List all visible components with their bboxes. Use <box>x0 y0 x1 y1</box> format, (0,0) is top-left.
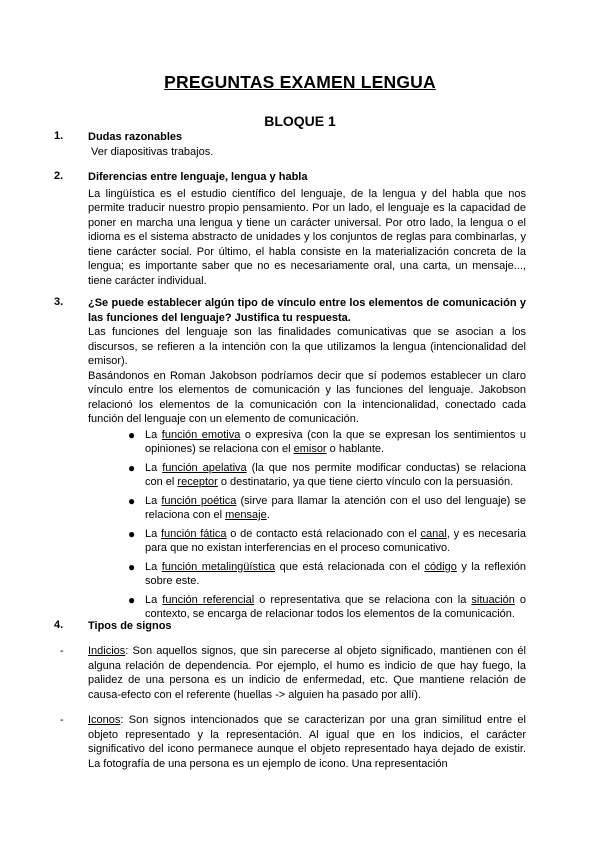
communication-element: situación <box>471 593 515 606</box>
sign-item-iconos <box>60 713 526 771</box>
text-pre: La <box>145 593 163 606</box>
bullet-dot: ● <box>128 592 136 607</box>
text-mid: o expresiva (con la que se expresan los sentimientos u opiniones) se relaciona con el <box>145 428 526 455</box>
text-pre: La <box>145 560 162 573</box>
function-name: función emotiva <box>161 428 241 441</box>
text-pre: La <box>145 428 162 441</box>
question-answer: Ver diapositivas trabajos. <box>91 145 214 158</box>
question-3 <box>54 296 527 626</box>
sign-term: Iconos <box>88 714 121 726</box>
sign-definition: : Son signos intencionados que se caracterizan por una gran similitud entre el objeto representado y la representación. Al igual que en los indicios, el carácter significativo del icono permanece aunque el objeto representado haya dejado de existir. La fotografía de una persona es un ejemplo de icono. Una representación <box>88 714 526 770</box>
text-post: o hablante. <box>326 443 385 455</box>
text-mid: que está relacionada con el <box>275 560 425 573</box>
text-post: . <box>266 509 270 521</box>
block-title: BLOQUE 1 <box>264 113 336 129</box>
bullet-dot: ● <box>128 493 136 508</box>
communication-element: mensaje <box>225 509 267 521</box>
communication-element: emisor <box>293 443 327 455</box>
question-number: 4. <box>54 619 64 631</box>
text-mid: o de contacto está relacionado con el <box>226 527 421 540</box>
functions-list <box>88 428 526 622</box>
function-name: función poética <box>161 494 237 507</box>
communication-element: receptor <box>177 476 218 488</box>
answer-paragraph: Las funciones del lenguaje son las finalidades comunicativas que se asocian a los discursos, se refieren a la intención con la que utilizamos la lengua (intencionalidad del emisor). <box>88 326 526 367</box>
text-post: o contexto, se encarga de relacionar todos los elementos de la comunicación. <box>145 593 526 620</box>
sign-term: Indicios <box>88 645 126 657</box>
bullet-dot: ● <box>128 460 136 475</box>
question-answer: La lingüística es el estudio científico del lenguaje, de la lengua y del habla que nos permite traducir nuestro propio pensamiento. Por un lado, el lenguaje es la capacidad de poner en marcha una lengua y tiene un carácter universal. Por otro lado, la lengua o el idioma es el sistema abstracto de unidades y los conjuntos de reglas para combinarlas, y tiene carácter social. Por último, el habla consiste en la materialización concreta de la lengua; es importante saber que no es necesariamente oral, una carta, un mensaje..., tiene carácter individual. <box>88 187 526 287</box>
function-item <box>88 560 526 589</box>
function-item <box>88 428 526 457</box>
question-number: 2. <box>54 170 64 182</box>
question-heading: Tipos de signos <box>88 620 172 632</box>
bullet-dot: ● <box>128 559 136 574</box>
answer-paragraph: Basándonos en Roman Jakobson podríamos decir que sí podemos establecer un claro vínculo entre los elementos de comunicación y las funciones del lenguaje. Jakobson relacionó los elementos de la comunicación con la intencionalidad, conectado cada función del lenguaje con un elemento de comunicación. <box>88 369 526 425</box>
sign-item-indicios <box>60 644 526 702</box>
question-number: 3. <box>54 296 64 308</box>
dash-bullet: - <box>60 714 64 726</box>
text-pre: La <box>145 494 162 507</box>
text-pre: La <box>145 527 161 540</box>
text-mid: (sirve para llamar la atención con el uso del lenguaje) se relaciona con el <box>145 494 527 521</box>
bullet-dot: ● <box>128 526 136 541</box>
page-title: PREGUNTAS EXAMEN LENGUA <box>164 72 436 92</box>
communication-element: canal <box>420 527 447 540</box>
question-heading: ¿Se puede establecer algún tipo de vínculo entre los elementos de comunicación y las funciones del lenguaje? Justifica tu respuesta. <box>88 297 526 324</box>
communication-element: código <box>424 560 457 573</box>
sign-definition: : Son aquellos signos, que sin parecerse al objeto significado, mantienen con él alguna relación de dependencia. Por ejemplo, el humo es indicio de que hay fuego, la palidez de una persona es un indicio de enfermedad, etc. Que mantiene relación de causa-efecto con el referente (huellas -> alguien ha pasado por allí). <box>88 645 526 701</box>
text-post: , y es necesaria para que no existan interferencias en el proceso comunicativo. <box>145 527 526 554</box>
question-1 <box>54 130 526 159</box>
function-item <box>88 461 526 490</box>
function-name: función fática <box>161 527 227 540</box>
text-mid: o representativa que se relaciona con la <box>254 593 472 606</box>
question-number: 1. <box>54 130 64 142</box>
text-post: y la reflexión sobre este. <box>145 560 527 587</box>
question-heading: Diferencias entre lenguaje, lengua y habla <box>88 171 308 183</box>
bullet-dot: ● <box>128 427 136 442</box>
question-4 <box>54 619 526 634</box>
function-name: función referencial <box>162 593 255 606</box>
function-item <box>88 593 526 622</box>
question-2 <box>54 170 526 288</box>
text-post: o destinatario, ya que tiene cierto vínculo con la persuasión. <box>217 476 514 488</box>
text-mid: (la que nos permite modificar conductas) se relaciona con el <box>145 461 527 488</box>
function-item <box>88 494 526 523</box>
question-heading: Dudas razonables <box>88 131 183 143</box>
dash-bullet: - <box>60 645 64 657</box>
function-name: función apelativa <box>162 461 247 474</box>
function-item <box>88 527 526 556</box>
text-pre: La <box>145 461 163 474</box>
function-name: función metalingüística <box>161 560 276 573</box>
